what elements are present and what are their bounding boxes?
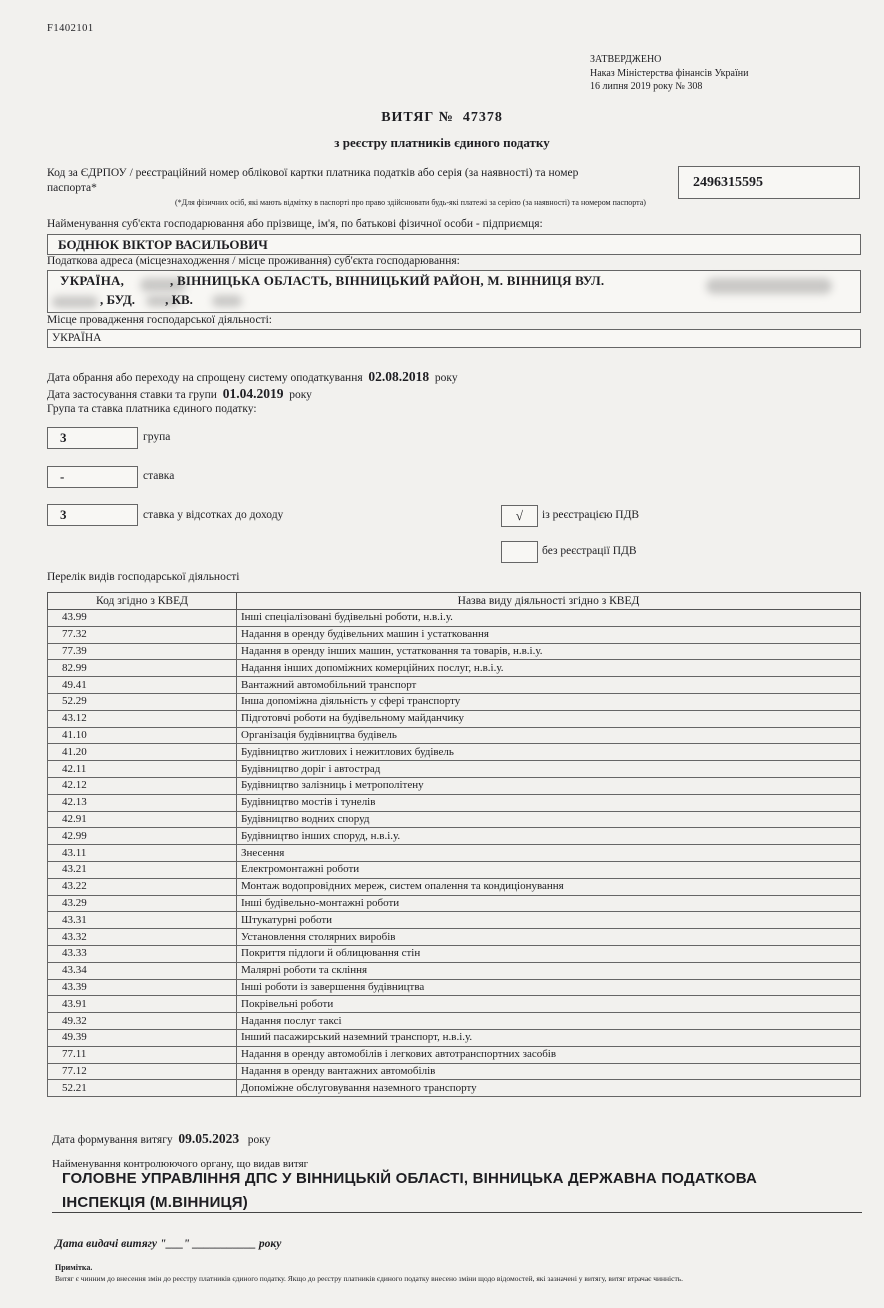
table-row	[48, 1046, 861, 1063]
kved-code: 43.12	[48, 710, 237, 727]
group-value: 3	[60, 430, 67, 445]
kved-code: 43.34	[48, 962, 237, 979]
kved-name: Надання в оренду автомобілів і легкових автотранспортних засобів	[237, 1046, 861, 1063]
place-value: УКРАЇНА	[52, 332, 102, 344]
subject-box	[47, 234, 861, 255]
rate-text: ставка	[143, 470, 175, 482]
kved-code: 82.99	[48, 660, 237, 677]
rate-box	[47, 466, 138, 488]
address-part: УКРАЇНА,	[60, 273, 125, 288]
table-header-row	[48, 593, 861, 610]
novat-label: без реєстрації ПДВ	[542, 545, 637, 557]
kved-code: 49.39	[48, 1029, 237, 1046]
address-line-2	[100, 292, 193, 308]
authority-label: Найменування контролюючого органу, що видав витяг	[52, 1158, 309, 1170]
address-part: , БУД.	[100, 292, 136, 307]
kved-name: Будівництво водних споруд	[237, 811, 861, 828]
kved-name: Організація будівництва будівель	[237, 727, 861, 744]
rate-date-row	[47, 386, 312, 402]
kved-code: 49.41	[48, 677, 237, 694]
kved-code: 49.32	[48, 1013, 237, 1030]
tax-id-label-line: паспорта*	[47, 182, 97, 194]
extract-number: 47378	[462, 110, 503, 125]
table-row	[48, 828, 861, 845]
column-header-code: Код згідно з КВЕД	[48, 593, 237, 610]
kved-code: 42.12	[48, 777, 237, 794]
formed-date-label: Дата формування витягу	[52, 1134, 173, 1146]
kved-code: 43.22	[48, 878, 237, 895]
form-code: F1402101	[47, 23, 94, 34]
group-label: Група та ставка платника єдиного податку:	[47, 403, 257, 415]
redacted-area	[212, 295, 242, 307]
kved-name: Вантажний автомобільний транспорт	[237, 677, 861, 694]
table-row	[48, 861, 861, 878]
kved-code: 52.29	[48, 693, 237, 710]
kved-name: Інші роботи із завершення будівництва	[237, 979, 861, 996]
note-title: Примітка.	[55, 1263, 93, 1272]
kved-name: Інша допоміжна діяльність у сфері транспорту	[237, 693, 861, 710]
formed-date-value: 09.05.2023	[178, 1131, 240, 1146]
kved-code: 77.32	[48, 626, 237, 643]
redacted-area	[52, 296, 98, 308]
kved-code: 43.11	[48, 845, 237, 862]
kved-name: Будівництво мостів і тунелів	[237, 794, 861, 811]
kved-code: 52.21	[48, 1080, 237, 1097]
group-text: група	[143, 431, 171, 443]
approval-line: ЗАТВЕРДЖЕНО	[590, 54, 662, 65]
choice-date-row	[47, 369, 458, 385]
kved-name: Інший пасажирський наземний транспорт, н.в.і.у.	[237, 1029, 861, 1046]
authority-name-line2: ІНСПЕКЦІЯ (М.ВІННИЦЯ)	[62, 1194, 248, 1211]
vat-checkbox	[501, 505, 538, 527]
kved-name: Надання в оренду вантажних автомобілів	[237, 1063, 861, 1080]
kved-name: Надання інших допоміжних комерційних послуг, н.в.і.у.	[237, 660, 861, 677]
percent-box	[47, 504, 138, 526]
table-row	[48, 962, 861, 979]
table-row	[48, 610, 861, 627]
kved-name: Установлення столярних виробів	[237, 929, 861, 946]
kved-name: Малярні роботи та скління	[237, 962, 861, 979]
kved-code: 42.91	[48, 811, 237, 828]
column-header-name: Назва виду діяльності згідно з КВЕД	[237, 593, 861, 610]
table-row	[48, 693, 861, 710]
kved-code: 43.31	[48, 912, 237, 929]
kved-name: Знесення	[237, 845, 861, 862]
choice-date-value: 02.08.2018	[368, 369, 430, 384]
document-title	[0, 110, 884, 126]
percent-value: 3	[60, 507, 67, 522]
table-row	[48, 777, 861, 794]
kved-code: 43.39	[48, 979, 237, 996]
table-row	[48, 895, 861, 912]
kved-name: Монтаж водопровідних мереж, систем опалення та кондиціонування	[237, 878, 861, 895]
kved-name: Будівництво інших споруд, н.в.і.у.	[237, 828, 861, 845]
kved-code: 77.11	[48, 1046, 237, 1063]
year-word: року	[289, 389, 312, 401]
table-row	[48, 643, 861, 660]
novat-checkbox	[501, 541, 538, 563]
group-box	[47, 427, 138, 449]
kved-name: Інші будівельно-монтажні роботи	[237, 895, 861, 912]
choice-date-label: Дата обрання або переходу на спрощену систему оподаткування	[47, 372, 363, 384]
kved-code: 41.10	[48, 727, 237, 744]
year-word: року	[434, 372, 458, 384]
table-row	[48, 1029, 861, 1046]
redacted-area	[706, 278, 832, 294]
kved-name: Допоміжне обслуговування наземного транспорту	[237, 1080, 861, 1097]
table-row	[48, 945, 861, 962]
tax-id-footnote: (*Для фізичних осіб, які мають відмітку в паспорті про право здійснювати будь-які платежі за серією (за наявності) та номером паспорта)	[175, 198, 646, 207]
table-row	[48, 845, 861, 862]
table-row	[48, 660, 861, 677]
kved-code: 42.11	[48, 761, 237, 778]
table-row	[48, 626, 861, 643]
rate-value: -	[60, 469, 65, 484]
kved-code: 41.20	[48, 744, 237, 761]
table-row	[48, 677, 861, 694]
rate-date-label: Дата застосування ставки та групи	[47, 389, 217, 401]
kved-code: 43.32	[48, 929, 237, 946]
kved-code: 42.99	[48, 828, 237, 845]
place-label: Місце провадження господарської діяльності:	[47, 314, 272, 326]
address-label: Податкова адреса (місцезнаходження / місце проживання) суб'єкта господарювання:	[47, 255, 460, 267]
tax-id-label-line: Код за ЄДРПОУ / реєстраційний номер облікової картки платника податків або серія (за наявності) та номер	[47, 167, 579, 179]
table-row	[48, 912, 861, 929]
percent-text: ставка у відсотках до доходу	[143, 509, 284, 521]
rate-date-value: 01.04.2019	[222, 386, 284, 401]
kved-name: Інші спеціалізовані будівельні роботи, н.в.і.у.	[237, 610, 861, 627]
address-part: , КВ.	[165, 292, 193, 307]
approval-line: Наказ Міністерства фінансів України	[590, 67, 749, 79]
table-row	[48, 811, 861, 828]
place-box	[47, 329, 861, 348]
kved-code: 43.91	[48, 996, 237, 1013]
approval-block	[590, 53, 748, 94]
kved-name: Штукатурні роботи	[237, 912, 861, 929]
activities-table-body	[48, 610, 861, 1097]
table-row	[48, 929, 861, 946]
subject-value: БОДНЮК ВІКТОР ВАСИЛЬОВИЧ	[58, 237, 268, 252]
kved-code: 43.21	[48, 861, 237, 878]
table-row	[48, 727, 861, 744]
authority-underline	[52, 1212, 862, 1213]
table-row	[48, 761, 861, 778]
title-prefix: ВИТЯГ №	[381, 110, 454, 125]
kved-name: Будівництво залізниць і метрополітену	[237, 777, 861, 794]
note-text: Витяг є чинним до внесення змін до реєстру платників єдиного податку. Якщо до реєстру платників єдиного податку внесено зміни щодо відомостей, які зазначені у витягу, витяг втрачає чинність.	[55, 1274, 684, 1283]
kved-code: 42.13	[48, 794, 237, 811]
year-word: року	[247, 1134, 271, 1146]
table-row	[48, 878, 861, 895]
kved-name: Надання в оренду інших машин, устатковання та товарів, н.в.і.у.	[237, 643, 861, 660]
tax-id-box	[678, 166, 860, 199]
activities-title: Перелік видів господарської діяльності	[47, 571, 240, 583]
tax-id-label	[47, 166, 647, 196]
kved-name: Підготовчі роботи на будівельному майданчику	[237, 710, 861, 727]
table-row	[48, 996, 861, 1013]
kved-name: Будівництво доріг і автострад	[237, 761, 861, 778]
kved-name: Покриття підлоги й облицювання стін	[237, 945, 861, 962]
table-row	[48, 1080, 861, 1097]
kved-name: Будівництво житлових і нежитлових будівель	[237, 744, 861, 761]
tax-id-value: 2496315595	[693, 175, 763, 190]
address-line-1	[60, 273, 604, 289]
kved-name: Надання послуг таксі	[237, 1013, 861, 1030]
kved-code: 77.12	[48, 1063, 237, 1080]
vat-label: із реєстрацією ПДВ	[542, 509, 640, 521]
formed-date-row	[52, 1131, 270, 1147]
kved-name: Покрівельні роботи	[237, 996, 861, 1013]
address-part: , ВІННИЦЬКА ОБЛАСТЬ, ВІННИЦЬКИЙ РАЙОН, М. ВІННИЦЯ ВУЛ.	[170, 273, 605, 288]
kved-name: Надання в оренду будівельних машин і устатковання	[237, 626, 861, 643]
kved-code: 43.33	[48, 945, 237, 962]
kved-code: 43.99	[48, 610, 237, 627]
table-row	[48, 1013, 861, 1030]
subject-label: Найменування суб'єкта господарювання або прізвище, ім'я, по батькові фізичної особи - підприємця:	[47, 218, 543, 230]
approval-line: 16 липня 2019 року № 308	[590, 81, 703, 92]
table-row	[48, 744, 861, 761]
table-row	[48, 710, 861, 727]
table-row	[48, 979, 861, 996]
activities-table	[47, 592, 861, 1097]
authority-name-line1: ГОЛОВНЕ УПРАВЛІННЯ ДПС У ВІННИЦЬКІЙ ОБЛАСТІ, ВІННИЦЬКА ДЕРЖАВНА ПОДАТКОВА	[62, 1170, 758, 1187]
kved-name: Електромонтажні роботи	[237, 861, 861, 878]
document-subtitle: з реєстру платників єдиного податку	[334, 135, 550, 150]
issue-date-line: Дата видачі витягу "___" ___________ року	[55, 1238, 282, 1250]
kved-code: 43.29	[48, 895, 237, 912]
kved-code: 77.39	[48, 643, 237, 660]
check-mark: √	[515, 508, 524, 523]
table-row	[48, 794, 861, 811]
table-row	[48, 1063, 861, 1080]
